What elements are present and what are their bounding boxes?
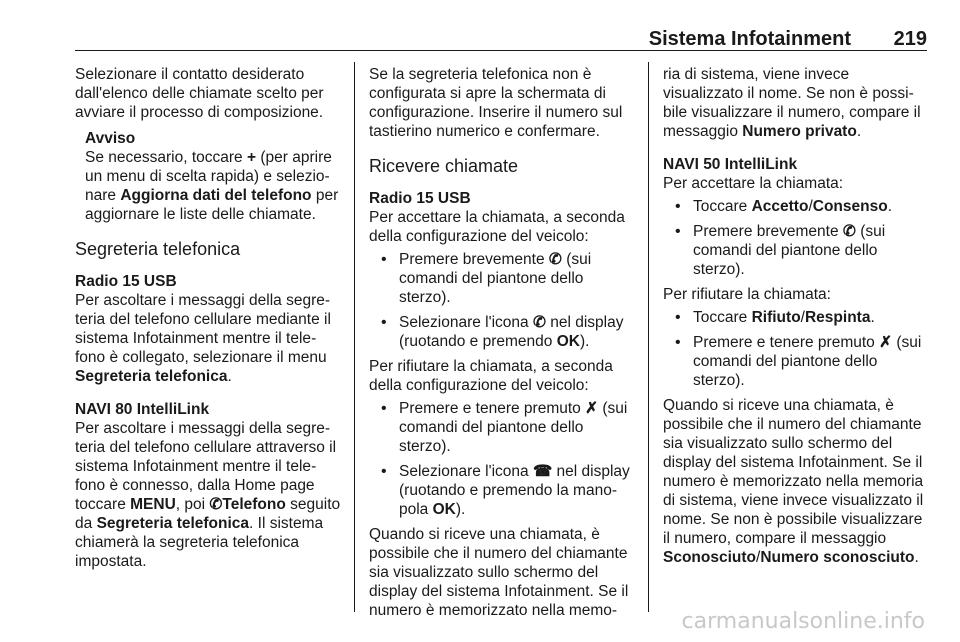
paragraph: Quando si riceve una chiamata, è possibile che il numero del chiamante sia visualizzato sullo schermo del display del sistema Infotainment. Se il numero è memorizzato nella memoria di sistema, viene invece visualizzato il nome. Se non è possibile visualizzare il numero, compare il messaggio Sconosciuto/Numero sconosciuto. [663,397,924,566]
phone-icon: ✆ [842,223,856,240]
page-header [75,28,927,54]
subsection-heading: Radio 15 USB [75,273,177,290]
list-item: • Toccare Accetto/Consenso. [663,197,929,216]
paragraph: Per ascoltare i messaggi della segreteria del telefono cellulare attraverso il sistema Infotainment mentre il telefono è connesso, dalla Home page toccare MENU, poi ✆Telefono seguito da Segreteria telefonica. Il sistema chiamerà la segreteria telefonica impostata. [75,420,341,570]
subsection-heading: Radio 15 USB [369,190,471,207]
column-2 [369,65,635,620]
hang-up-icon: ✗ [879,334,893,351]
list-item: • Premere e tenere premuto ✗ (sui comandi del piantone dello sterzo). [369,399,635,456]
hang-up-icon: ✗ [585,400,599,417]
phone-icon: ✆ [209,496,223,513]
section-title: Ricevere chiamate [369,156,519,176]
column-divider [648,62,649,612]
note-text: Se necessario, toccare + (per aprire un menu di scelta rapida) e selezionare Aggiorna dati del telefono per aggiornare le liste delle chiamate. [85,149,339,223]
watermark: carmanualsonline.info [681,609,925,634]
list-item: • Premere e tenere premuto ✗ (sui comandi del piantone dello sterzo). [663,333,929,390]
end-call-icon: ☎ [532,463,553,480]
bullet-list [369,399,635,519]
paragraph: Quando si riceve una chiamata, è possibile che il numero del chiamante sia visualizzato sullo schermo del display del sistema Infotainment. Se il numero è memorizzato nella memo- [369,526,629,619]
header-rule [75,50,927,51]
note-title: Avviso [85,130,136,147]
list-item: • Selezionare l'icona ☎ nel display (ruotando e premendo la manopola OK). [369,462,635,519]
bullet-list [663,308,929,390]
column-1 [75,65,341,571]
list-item: • Premere brevemente ✆ (sui comandi del piantone dello sterzo). [663,222,929,279]
subsection-heading: NAVI 50 IntelliLink [663,156,798,173]
column-3 [663,65,929,567]
subsection-heading: NAVI 80 IntelliLink [75,401,210,418]
paragraph: Per accettare la chiamata: [663,175,844,192]
paragraph: ria di sistema, viene invece visualizzato il nome. Se non è possibile visualizzare il numero, compare il messaggio Numero privato. [663,66,921,140]
header-title: Sistema Infotainment [648,28,851,50]
list-item: • Selezionare l'icona ✆ nel display (ruotando e premendo OK). [369,313,635,351]
phone-icon: ✆ [532,314,546,331]
list-item: • Premere brevemente ✆ (sui comandi del piantone dello sterzo). [369,250,635,307]
paragraph: Per accettare la chiamata, a seconda della configurazione del veicolo: [369,209,625,245]
page-number: 219 [893,28,927,50]
note-box [85,129,341,224]
paragraph: Per rifiutare la chiamata, a seconda della configurazione del veicolo: [369,358,613,394]
list-item: • Toccare Rifiuto/Respinta. [663,308,929,327]
paragraph: Selezionare il contatto desiderato dall'elenco delle chiamate scelto per avviare il processo di composizione. [75,66,324,121]
bullet-list [369,250,635,351]
phone-icon: ✆ [548,251,562,268]
column-divider [354,62,355,612]
paragraph: Se la segreteria telefonica non è configurata si apre la schermata di configurazione. Inserire il numero sul tastierino numerico e confermare. [369,66,623,140]
paragraph: Per ascoltare i messaggi della segreteria del telefono cellulare mediante il sistema Infotainment mentre il telefono è collegato, selezionare il menu Segreteria telefonica. [75,292,331,385]
plus-icon: + [246,149,257,166]
section-title: Segreteria telefonica [75,239,241,259]
paragraph: Per rifiutare la chiamata: [663,286,831,303]
bullet-list [663,197,929,279]
